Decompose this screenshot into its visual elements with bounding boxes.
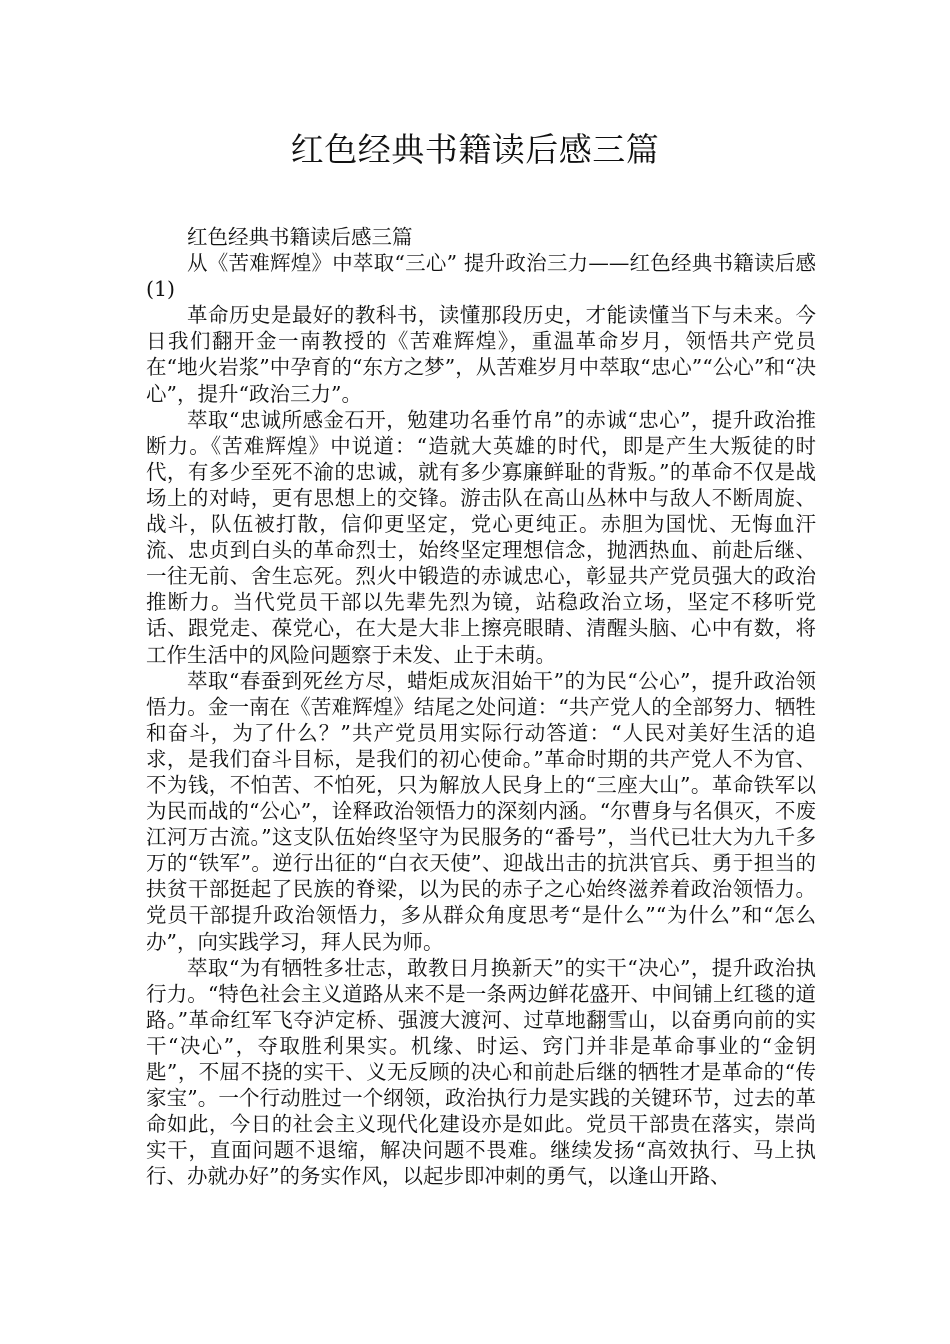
paragraph-intro: 革命历史是最好的教科书，读懂那段历史，才能读懂当下与未来。今日我们翻开金一南教授的《苦难辉煌》，重温革命岁月，领悟共产党员在“地火岩浆”中孕育的“东方之梦”，从苦难岁月中萃取“忠心”“公心”和“决心”，提升“政治三力”。 <box>146 303 816 406</box>
document-title: 红色经典书籍读后感三篇 <box>290 130 660 169</box>
paragraph-section-heading: 从《苦难辉煌》中萃取“三心” 提升政治三力——红色经典书籍读后感(1) <box>146 251 816 302</box>
paragraph-public-spirit: 萃取“春蚕到死丝方尽，蜡炬成灰泪始干”的为民“公心”，提升政治领悟力。金一南在《苦难辉煌》结尾之处问道：“共产党人的全部努力、牺牲和奋斗，为了什么？”共产党员用实际行动答道：“人民对美好生活的追求，是我们奋斗目标，是我们的初心使命。”革命时期的共产党人不为官、不为钱，不怕苦、不怕死，只为解放人民身上的“三座大山”。革命铁军以为民而战的“公心”，诠释政治领悟力的深刻内涵。“尔曹身与名俱灭，不废江河万古流。”这支队伍始终坚守为民服务的“番号”，当代已壮大为九千多万的“铁军”。逆行出征的“白衣天使”、迎战出击的抗洪官兵、勇于担当的扶贫干部挺起了民族的脊梁，以为民的赤子之心始终滋养着政治领悟力。党员干部提升政治领悟力，多从群众角度思考“是什么”“为什么”和“怎么办”，向实践学习，拜人民为师。 <box>146 668 816 954</box>
paragraph-loyalty: 萃取“忠诚所感金石开，勉建功名垂竹帛”的赤诚“忠心”，提升政治推断力。《苦难辉煌》中说道：“造就大英雄的时代，即是产生大叛徒的时代，有多少至死不渝的忠诚，就有多少寡廉鲜耻的背叛。”的革命不仅是战场上的对峙，更有思想上的交锋。游击队在高山丛林中与敌人不断周旋、战斗，队伍被打散，信仰更坚定，党心更纯正。赤胆为国忧、无悔血汗流、忠贞到白头的革命烈士，始终坚定理想信念，抛洒热血、前赴后继、一往无前、舍生忘死。烈火中锻造的赤诚忠心，彰显共产党员强大的政治推断力。当代党员干部以先辈先烈为镜，站稳政治立场，坚定不移听党话、跟党走、葆党心，在大是大非上擦亮眼睛、清醒头脑、心中有数，将工作生活中的风险问题察于未发、止于未萌。 <box>146 407 816 667</box>
document-body <box>146 224 816 1189</box>
paragraph-subtitle: 红色经典书籍读后感三篇 <box>187 225 413 249</box>
paragraph-determination: 萃取“为有牺牲多壮志，敢教日月换新天”的实干“决心”，提升政治执行力。“特色社会主义道路从来不是一条两边鲜花盛开、中间铺上红毯的道路。”革命红军飞夺泸定桥、强渡大渡河、过草地翻雪山，以奋勇向前的实干“决心”，夺取胜利果实。机缘、时运、窍门并非是革命事业的“金钥匙”，不屈不挠的实干、义无反顾的决心和前赴后继的牺牲才是革命的“传家宝”。一个行动胜过一个纲领，政治执行力是实践的关键环节，过去的革命如此，今日的社会主义现代化建设亦是如此。党员干部贵在落实，崇尚实干，直面问题不退缩，解决问题不畏难。继续发扬“高效执行、马上执行、办就办好”的务实作风，以起步即冲刺的勇气，以逢山开路、 <box>146 955 816 1189</box>
